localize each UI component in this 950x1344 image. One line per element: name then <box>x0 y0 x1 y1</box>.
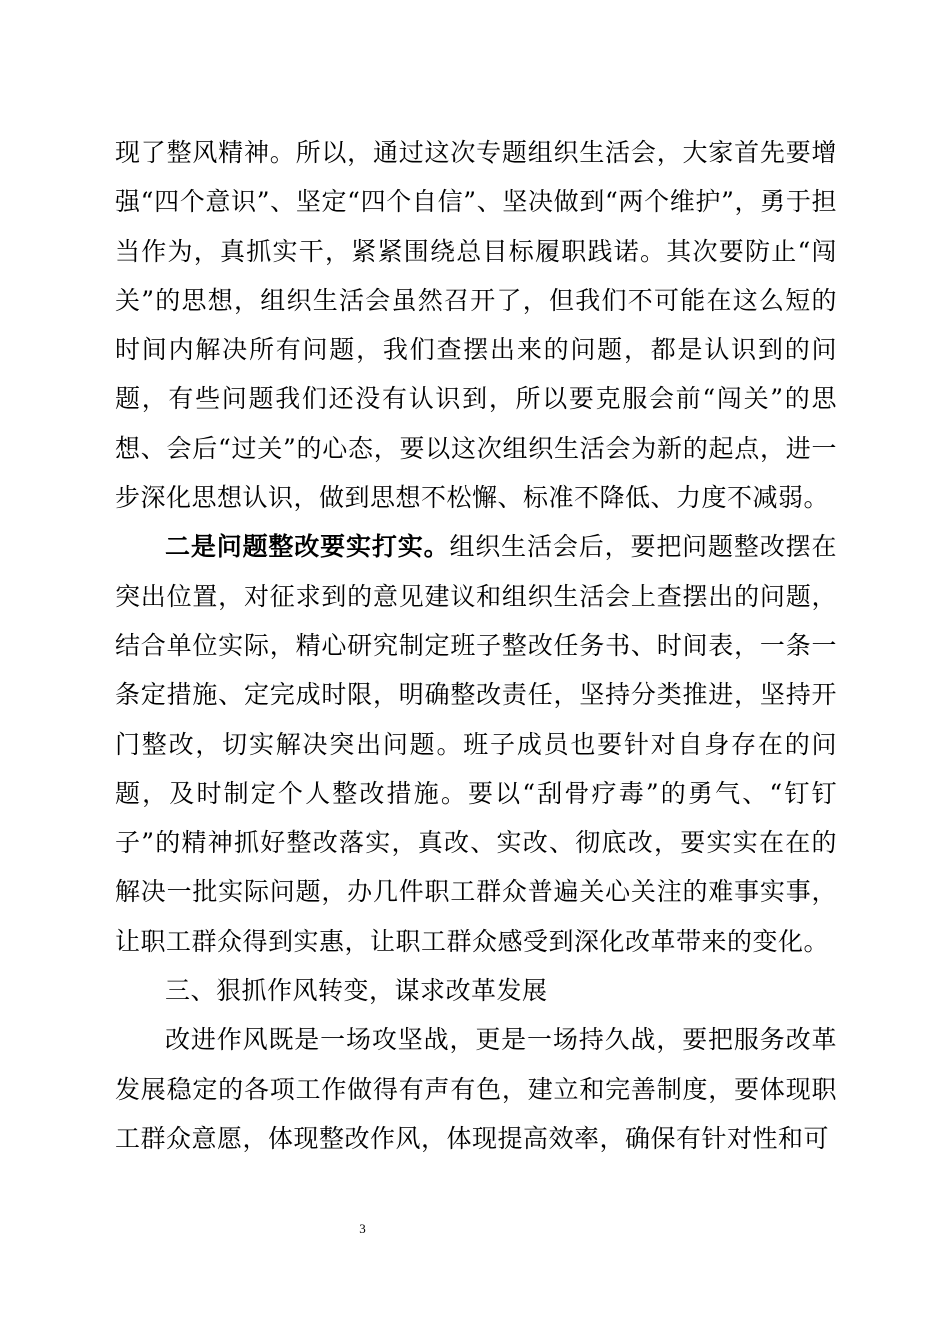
paragraph-lead-bold: 二是问题整改要实打实。 <box>165 532 450 562</box>
paragraph-text: 组织生活会后，要把问题整改摆在突出位置，对征求到的意见建议和组织生活会上查摆出的问题，结合单位实际，精心研究制定班子整改任务书、时间表，一条一条定措施、定完成时限，明确整改责任，坚持分类推进，坚持开门整改，切实解决突出问题。班子成员也要针对自身存在的问题，及时制定个人整改措施。要以“刮骨疗毒”的勇气、“钉钉子”的精神抓好整改落实，真改、实改、彻底改，要实实在在的解决一批实际问题，办几件职工群众普遍关心关注的难事实事，让职工群众得到实惠，让职工群众感受到深化改革带来的变化。 <box>115 532 837 956</box>
document-body <box>115 128 837 1163</box>
paragraph-continuation <box>115 128 837 522</box>
page-number: 3 <box>359 1221 366 1236</box>
paragraph-text: 改进作风既是一场攻坚战，更是一场持久战，要把服务改革发展稳定的各项工作做得有声有色，建立和完善制度，要体现职工群众意愿，体现整改作风，体现提高效率，确保有针对性和可 <box>115 1025 837 1153</box>
paragraph-text: 现了整风精神。所以，通过这次专题组织生活会，大家首先要增强“四个意识”、坚定“四个自信”、坚决做到“两个维护”，勇于担当作为，真抓实干，紧紧围绕总目标履职践诺。其次要防止“闯关”的思想，组织生活会虽然召开了，但我们不可能在这么短的时间内解决所有问题，我们查摆出来的问题，都是认识到的问题，有些问题我们还没有认识到，所以要克服会前“闯关”的思想、会后“过关”的心态，要以这次组织生活会为新的起点，进一步深化思想认识，做到思想不松懈、标准不降低、力度不减弱。 <box>115 138 837 513</box>
section-heading: 三、狠抓作风转变，谋求改革发展 <box>165 976 548 1006</box>
paragraph-work-style <box>115 1015 837 1163</box>
paragraph-rectification <box>115 522 837 966</box>
